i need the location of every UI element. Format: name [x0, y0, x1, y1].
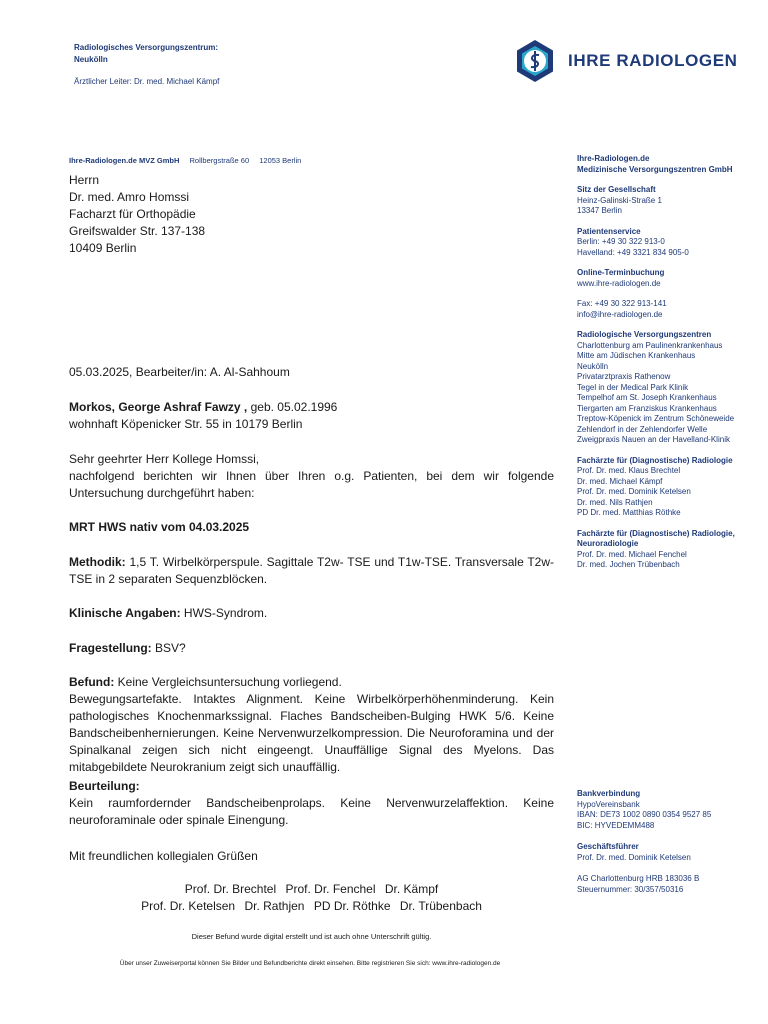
recipient-line: Facharzt für Orthopädie	[69, 207, 196, 221]
question-label: Fragestellung:	[69, 641, 152, 655]
patient-service-block	[577, 227, 762, 259]
patient-block	[69, 399, 554, 433]
signatory: Dr. Rathjen	[244, 899, 305, 913]
center-line: Tempelhof am St. Joseph Krankenhaus	[577, 393, 717, 402]
methodik-label: Methodik:	[69, 555, 126, 569]
recipient-line: Dr. med. Amro Homssi	[69, 190, 190, 204]
findings-label: Befund:	[69, 675, 115, 689]
center-line: Zweigpraxis Nauen an der Havelland-Klinik	[577, 435, 730, 444]
intro-paragraph: nachfolgend berichten wir Ihnen über Ihren o.g. Patienten, bei dem wir folgende Untersuchung durchgeführt haben:	[69, 469, 554, 500]
company-name: Ihre-Radiologen.de	[577, 154, 650, 163]
patient-address: wohnhaft Köpenicker Str. 55 in 10179 Berlin	[69, 417, 303, 431]
info-line: Heinz-Galinski-Straße 1	[577, 195, 662, 205]
phone-line: Havelland: +49 3321 834 905-0	[577, 247, 689, 257]
findings-first-line: Keine Vergleichsuntersuchung vorliegend.	[114, 675, 342, 689]
patient-name: Morkos, George Ashraf Fawzy ,	[69, 400, 248, 414]
center-line: Mitte am Jüdischen Krankenhaus	[577, 351, 696, 360]
methodik-text: 1,5 T. Wirbelkörperspule. Sagittale T2w- TSE und T1w-TSE. Transversale T2w-TSE in 2 separaten Sequenzblöcken.	[69, 555, 554, 586]
section-heading: Bankverbindung	[577, 789, 641, 798]
signatories	[69, 881, 554, 915]
center-line: Zehlendorf in der Zehlendorfer Welle	[577, 424, 708, 434]
center-line: Tegel in der Medical Park Klinik	[577, 382, 689, 392]
assessment-text: Kein raumfordernder Bandscheibenprolaps. Keine Nervenwurzelaffektion. Keine neuroforaminale oder spinale Einengung.	[69, 796, 554, 827]
neuroradiologists-block	[577, 529, 762, 571]
company-info-column	[577, 154, 762, 581]
bank-block	[577, 789, 762, 831]
sender-company: Ihre-Radiologen.de MVZ GmbH	[69, 156, 180, 165]
recipient-address	[69, 172, 205, 257]
signatory: Dr. Trübenbach	[399, 899, 482, 913]
iban-line: IBAN: DE73 1002 0890 0354 9527 85	[577, 810, 712, 819]
section-heading: Radiologische Versorgungszentren	[577, 330, 712, 339]
doctor-line: Dr. med. Michael Kämpf	[577, 476, 663, 486]
register-line: AG Charlottenburg HRB 183036 B	[577, 874, 700, 883]
doctor-line: Prof. Dr. med. Michael Fenchel	[577, 549, 687, 559]
doctor-line: Prof. Dr. med. Klaus Brechtel	[577, 466, 681, 475]
clinical-info-text: HWS-Syndrom.	[180, 606, 268, 620]
signatories-row	[69, 881, 554, 898]
recipient-line: 10409 Berlin	[69, 241, 137, 255]
director-line: Prof. Dr. med. Dominik Ketelsen	[577, 852, 691, 862]
portal-note: Über unser Zuweiserportal können Sie Bilder und Befundberichte direkt einsehen. Bitte registrieren Sie sich: www.ihre-radiologen.de	[119, 960, 501, 967]
bank-line: HypoVereinsbank	[577, 799, 640, 809]
salutation: Sehr geehrter Herr Kollege Homssi,	[69, 452, 260, 466]
center-line: Privatarztpraxis Rathenow	[577, 372, 671, 381]
doctor-line: PD Dr. med. Matthias Röthke	[577, 508, 681, 517]
signatories-row	[69, 898, 554, 915]
assessment-section	[69, 778, 554, 829]
center-line: Tiergarten am Franziskus Krankenhaus	[577, 403, 717, 413]
sender-city: 12053 Berlin	[259, 156, 302, 165]
org-name-line1: Radiologisches Versorgungszentrum:	[74, 43, 219, 52]
header-org-block	[74, 42, 219, 88]
clinical-info-label: Klinische Angaben:	[69, 606, 181, 620]
tax-number-line: Steuernummer: 30/357/50316	[577, 884, 684, 894]
brand-logo	[512, 38, 738, 84]
fax-line: Fax: +49 30 322 913-141	[577, 299, 667, 308]
signatory: Prof. Dr. Brechtel	[184, 882, 277, 896]
center-line: Treptow-Köpenick im Zentrum Schöneweide	[577, 414, 735, 423]
salutation-block	[69, 451, 554, 502]
assessment-label: Beurteilung:	[69, 779, 140, 793]
section-heading: Online-Terminbuchung	[577, 268, 665, 277]
digital-validity-note: Dieser Befund wurde digital erstellt und ist auch ohne Unterschrift gültig.	[191, 932, 432, 941]
patient-dob: geb. 05.02.1996	[247, 400, 338, 414]
radiologists-block	[577, 456, 762, 519]
findings-text: Bewegungsartefakte. Intaktes Alignment. Keine Wirbelkörperhöhenminderung. Kein pathologisches Knochenmarkssignal. Flaches Bandscheiben-Bulging HWK 5/6. Keine Bandscheibenhernierungen. Keine Nervenwurzelkompression. Die Neuroforamina und der Spinalkanal zeigen sich nicht eingeengt. Unauffällige Signal des Myelons. Das mitabgebildete Neurokranium zeigt sich unauffällig.	[69, 692, 554, 774]
section-heading: Sitz der Gesellschaft	[577, 185, 656, 194]
signatory: Dr. Kämpf	[384, 882, 439, 896]
doctor-line: Prof. Dr. med. Dominik Ketelsen	[577, 487, 691, 496]
closing-greeting: Mit freundlichen kollegialen Grüßen	[69, 849, 258, 863]
sender-street: Rollbergstraße 60	[189, 156, 250, 165]
medical-lead: Ärztlicher Leiter: Dr. med. Michael Kämpf	[74, 77, 220, 86]
section-heading: Geschäftsführer	[577, 842, 639, 851]
company-legal-column	[577, 789, 762, 906]
email-link[interactable]: info@ihre-radiologen.de	[577, 309, 663, 319]
bic-line: BIC: HYVEDEMM488	[577, 820, 655, 830]
registered-office-block	[577, 185, 762, 217]
sender-return-line	[69, 156, 309, 165]
center-line: Charlottenburg am Paulinenkrankenhaus	[577, 340, 723, 350]
logo-wordmark: IHRE RADIOLOGEN	[568, 51, 738, 70]
signatory: Prof. Dr. Ketelsen	[141, 899, 236, 913]
study-title: MRT HWS nativ vom 04.03.2025	[69, 520, 250, 534]
doctor-line: Dr. med. Jochen Trübenbach	[577, 560, 680, 569]
date-editor-line: 05.03.2025, Bearbeiter/in: A. Al-Sahhoum	[69, 365, 290, 379]
section-heading: Neuroradiologie	[577, 539, 639, 548]
section-heading: Fachärzte für (Diagnostische) Radiologie,	[577, 528, 735, 538]
register-block	[577, 874, 762, 895]
question-section	[69, 640, 186, 657]
company-block	[577, 154, 762, 175]
methodik-section	[69, 554, 554, 588]
question-text: BSV?	[151, 641, 186, 655]
recipient-line: Greifswalder Str. 137-138	[69, 224, 206, 238]
caduceus-logo-icon	[512, 38, 558, 84]
org-name-line2: Neukölln	[74, 55, 108, 64]
recipient-line: Herrn	[69, 173, 100, 187]
doctor-line: Dr. med. Nils Rathjen	[577, 497, 653, 507]
company-legal-name: Medizinische Versorgungszentren GmbH	[577, 164, 733, 174]
center-line: Neukölln	[577, 361, 609, 371]
signatory: PD Dr. Röthke	[313, 899, 391, 913]
section-heading: Patientenservice	[577, 226, 641, 236]
signatory: Prof. Dr. Fenchel	[285, 882, 376, 896]
info-line: 13347 Berlin	[577, 206, 622, 215]
phone-line: Berlin: +49 30 322 913-0	[577, 237, 665, 246]
website-link[interactable]: www.ihre-radiologen.de	[577, 278, 661, 288]
managing-director-block	[577, 842, 762, 863]
findings-section	[69, 674, 554, 776]
contact-block	[577, 299, 762, 320]
section-heading: Fachärzte für (Diagnostische) Radiologie	[577, 455, 733, 465]
centers-block	[577, 330, 762, 446]
online-booking-block	[577, 268, 762, 289]
clinical-info-section	[69, 605, 267, 622]
